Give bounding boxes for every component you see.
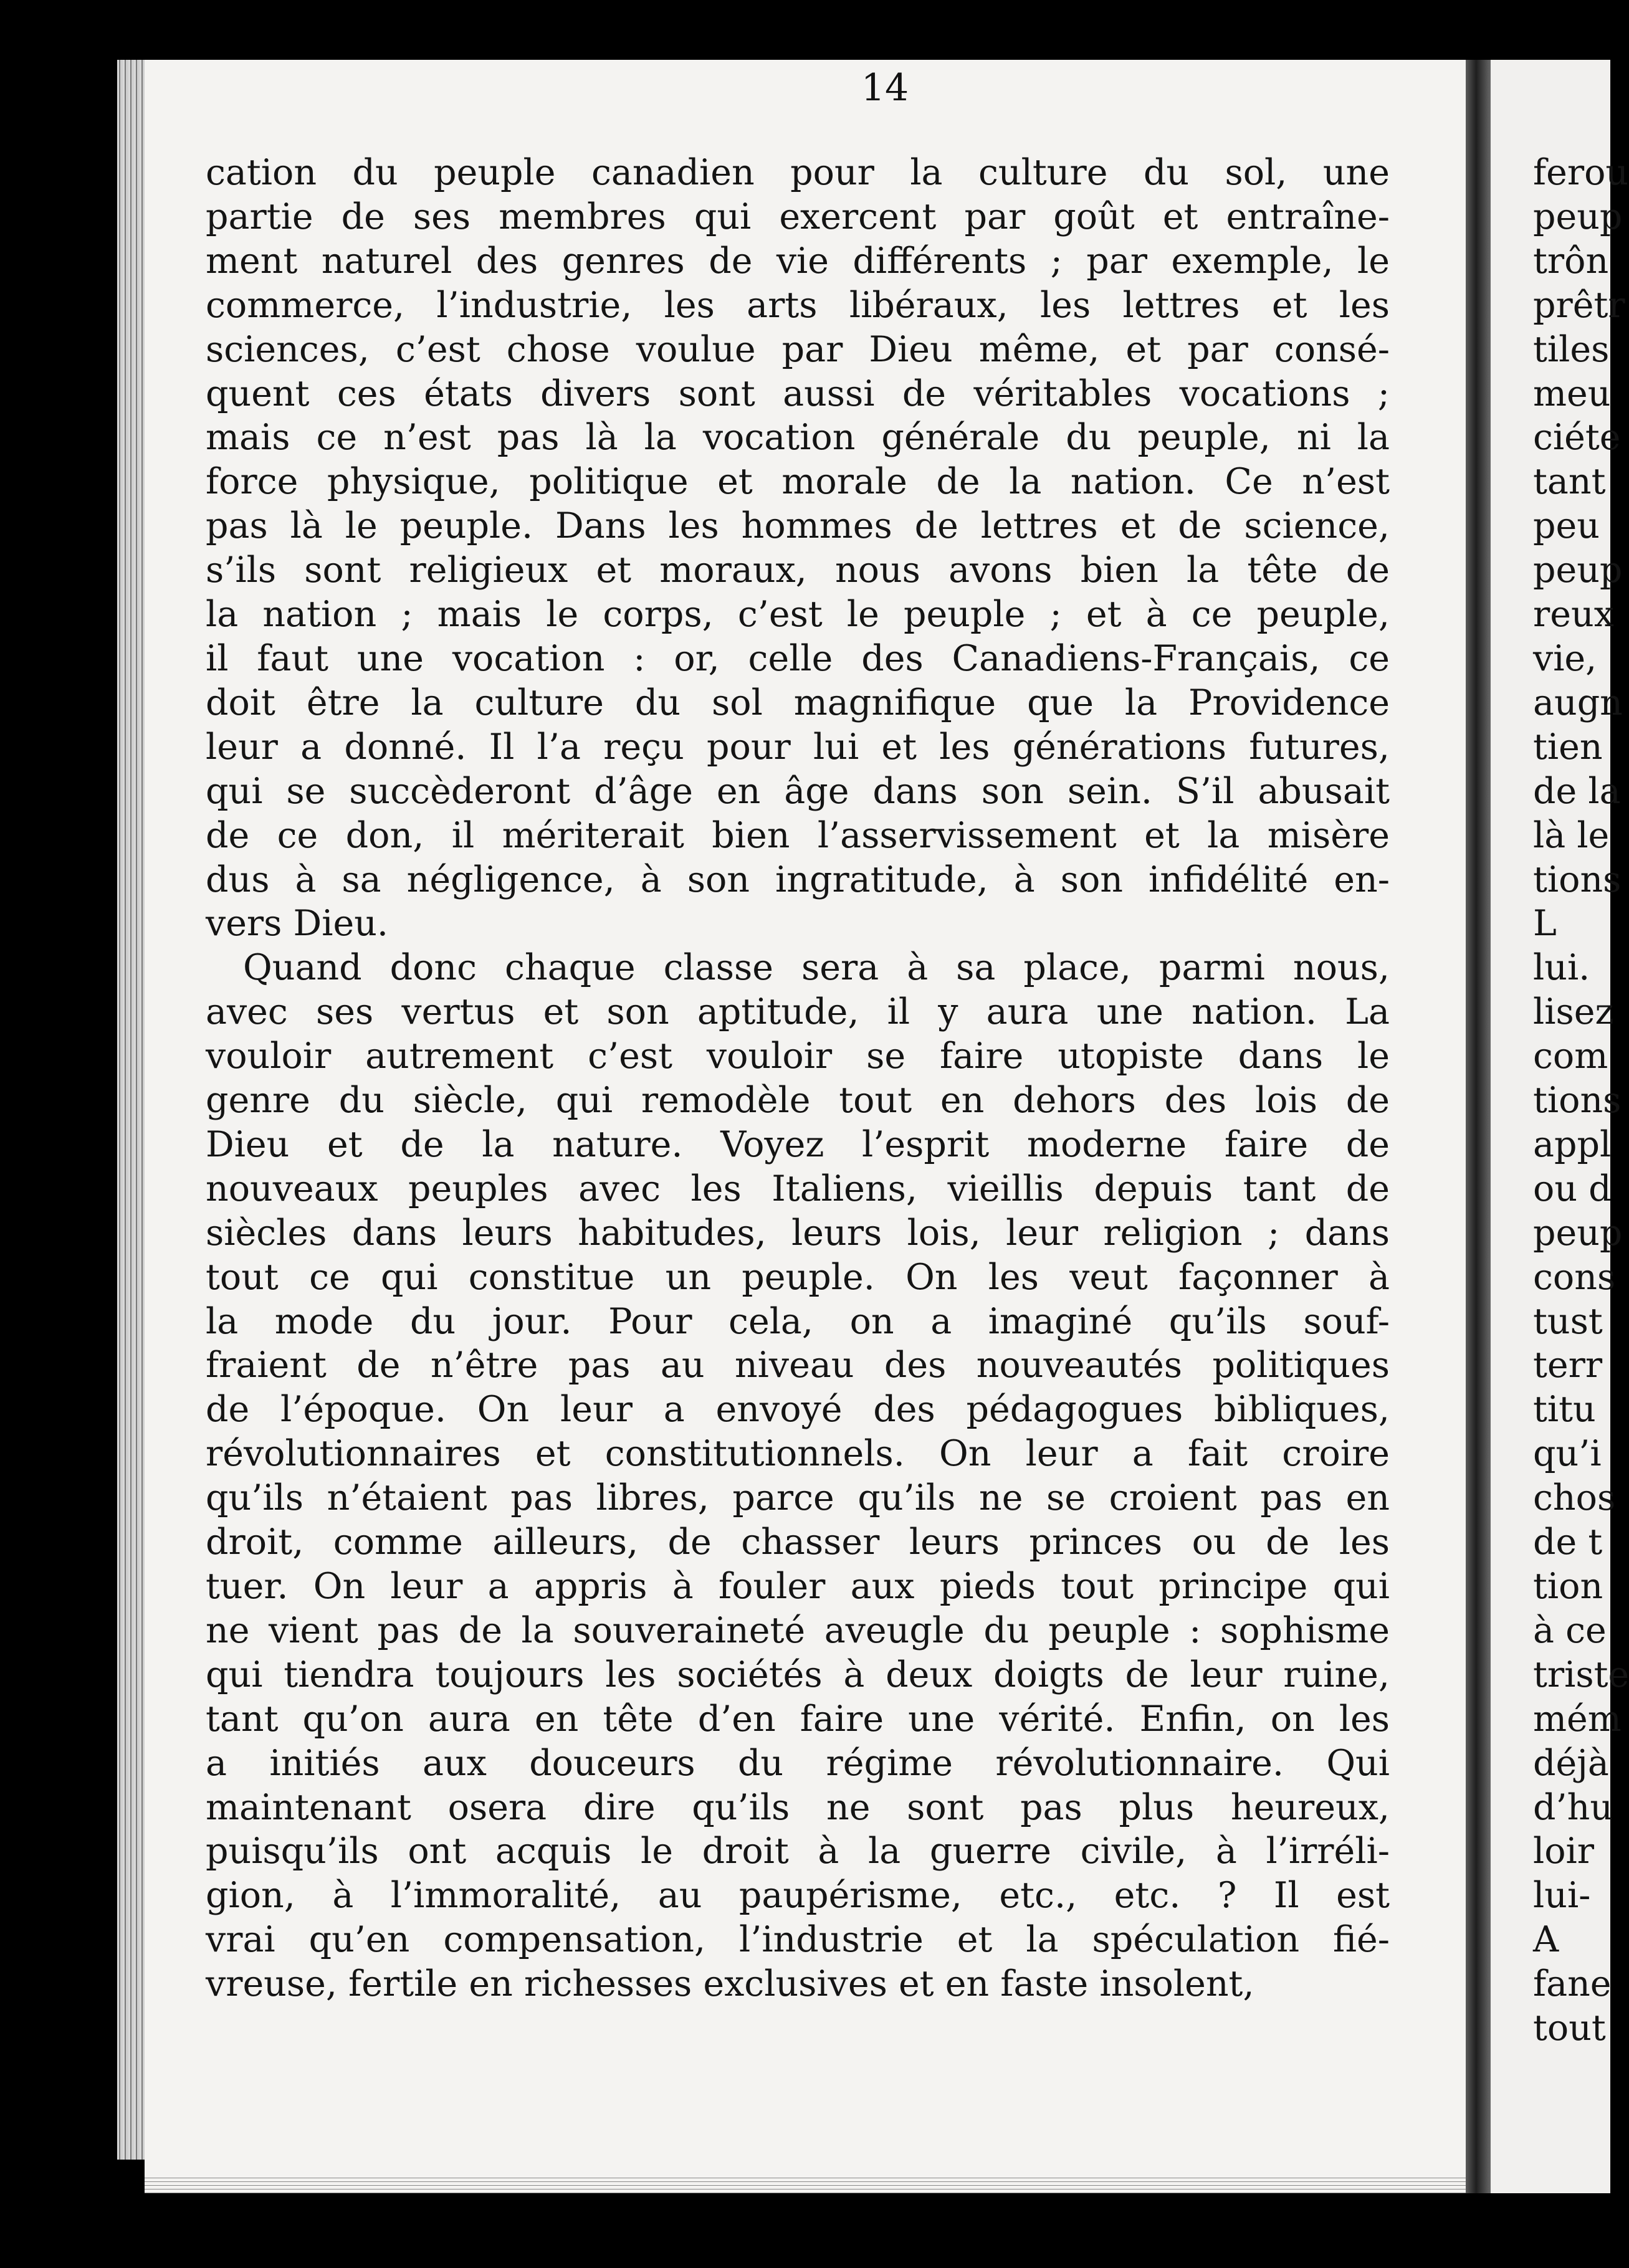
text-line: fraient de n’être pas au niveau des nouveautés politiques <box>206 1345 1390 1386</box>
right-page-line-fragment: d’hu <box>1533 1786 1613 1828</box>
paragraph <box>206 946 1390 2006</box>
right-page-line-fragment: ciéte <box>1533 417 1621 459</box>
text-line: mais ce n’est pas là la vocation générale du peuple, ni la <box>206 417 1390 459</box>
text-line: gion, à l’immoralité, au paupérisme, etc., etc. ? Il est <box>206 1875 1390 1917</box>
text-line: force physique, politique et morale de la nation. Ce n’est <box>206 461 1390 503</box>
text-line: Dieu et de la nature. Voyez l’esprit moderne faire de <box>206 1123 1390 1165</box>
right-page-line-fragment: reux <box>1533 594 1614 636</box>
right-page-line-fragment: prêtr <box>1533 284 1625 326</box>
text-line: puisqu’ils ont acquis le droit à la guerre civile, à l’irréli- <box>206 1831 1390 1872</box>
text-line: partie de ses membres qui exercent par goût et entraîne- <box>206 196 1390 237</box>
text-line: il faut une vocation : or, celle des Canadiens-Français, ce <box>206 637 1390 679</box>
text-line: siècles dans leurs habitudes, leurs lois, leur religion ; dans <box>206 1212 1390 1254</box>
book-gutter <box>1466 60 1492 2193</box>
text-line: vers Dieu. <box>206 903 389 945</box>
right-page-line-fragment: de la <box>1533 770 1621 812</box>
text-line: vouloir autrement c’est vouloir se faire utopiste dans le <box>206 1036 1390 1077</box>
right-page-line-fragment: vie, <box>1533 637 1597 679</box>
right-page-line-fragment: fane <box>1533 1963 1612 2005</box>
right-page-line-fragment: terr <box>1533 1345 1603 1386</box>
text-line: sciences, c’est chose voulue par Dieu même, et par consé- <box>206 328 1390 370</box>
right-page-line-fragment: qu’i <box>1533 1433 1602 1475</box>
text-line: tant qu’on aura en tête d’en faire une vérité. Enfin, on les <box>206 1698 1390 1740</box>
text-line: leur a donné. Il l’a reçu pour lui et les générations futures, <box>206 726 1390 768</box>
text-line: la mode du jour. Pour cela, on a imaginé qu’ils souf- <box>206 1300 1390 1342</box>
right-page-line-fragment: peu <box>1533 505 1600 547</box>
text-line: Quand donc chaque classe sera à sa place, parmi nous, <box>243 947 1390 989</box>
right-page-line-fragment: appl <box>1533 1123 1612 1165</box>
text-line: pas là le peuple. Dans les hommes de lettres et de science, <box>206 505 1390 547</box>
right-page-line-fragment: lisez <box>1533 991 1614 1033</box>
right-page-line-fragment: cons <box>1533 1256 1616 1298</box>
right-page-line-fragment: trôn <box>1533 240 1609 282</box>
text-line: ne vient pas de la souveraineté aveugle du peuple : sophisme <box>206 1609 1390 1651</box>
page-bottom-edges <box>145 2175 1476 2193</box>
right-page-line-fragment: peup <box>1533 550 1623 591</box>
right-page-line-fragment: lui- <box>1533 1875 1591 1917</box>
right-page-line-fragment: peup <box>1533 196 1623 237</box>
right-page-line-fragment: titu <box>1533 1389 1596 1431</box>
right-page-line-fragment: à ce <box>1533 1609 1607 1651</box>
page-number: 14 <box>861 66 909 110</box>
right-page-line-fragment: tien <box>1533 726 1603 768</box>
paragraph <box>206 151 1390 946</box>
text-line: droit, comme ailleurs, de chasser leurs princes ou de les <box>206 1522 1390 1563</box>
right-page-line-fragment: A <box>1533 1919 1559 1961</box>
right-page-text-fragments <box>1533 151 1629 2051</box>
text-line: la nation ; mais le corps, c’est le peuple ; et à ce peuple, <box>206 594 1390 636</box>
text-line: tout ce qui constitue un peuple. On les veut façonner à <box>206 1256 1390 1298</box>
text-line: révolutionnaires et constitutionnels. On leur a fait croire <box>206 1433 1390 1475</box>
text-line: vreuse, fertile en richesses exclusives et en faste insolent, <box>206 1963 1254 2005</box>
right-page-line-fragment: L <box>1533 903 1557 945</box>
text-line: qui se succèderont d’âge en âge dans son sein. S’il abusait <box>206 770 1390 812</box>
right-page-line-fragment: là le <box>1533 814 1610 856</box>
right-page-line-fragment: chos <box>1533 1477 1616 1519</box>
right-page-line-fragment: tout <box>1533 2008 1606 2049</box>
text-line: tuer. On leur a appris à fouler aux pieds tout principe qui <box>206 1566 1390 1607</box>
right-page-line-fragment: ferou <box>1533 152 1629 193</box>
text-line: commerce, l’industrie, les arts libéraux, les lettres et les <box>206 284 1390 326</box>
text-line: nouveaux peuples avec les Italiens, vieillis depuis tant de <box>206 1168 1390 1209</box>
right-page-line-fragment: meu <box>1533 373 1611 414</box>
right-page-line-fragment: tion <box>1533 1566 1603 1607</box>
text-line: qui tiendra toujours les sociétés à deux doigts de leur ruine, <box>206 1654 1390 1695</box>
text-line: ment naturel des genres de vie différents ; par exemple, le <box>206 240 1390 282</box>
right-page-line-fragment: de t <box>1533 1522 1603 1563</box>
text-line: de ce don, il mériterait bien l’asservissement et la misère <box>206 814 1390 856</box>
text-line: genre du siècle, qui remodèle tout en dehors des lois de <box>206 1080 1390 1122</box>
right-page-line-fragment: peup <box>1533 1212 1623 1254</box>
text-line: cation du peuple canadien pour la culture du sol, une <box>206 152 1390 193</box>
right-page-line-fragment: augn <box>1533 682 1623 723</box>
right-page-line-fragment: tions <box>1533 1080 1622 1122</box>
text-line: s’ils sont religieux et moraux, nous avons bien la tête de <box>206 550 1390 591</box>
text-line: avec ses vertus et son aptitude, il y aura une nation. La <box>206 991 1390 1033</box>
body-text <box>206 151 1390 2006</box>
text-line: doit être la culture du sol magnifique que la Providence <box>206 682 1390 723</box>
right-page-line-fragment: mém <box>1533 1698 1622 1740</box>
text-line: dus à sa négligence, à son ingratitude, à son infidélité en- <box>206 859 1390 900</box>
text-line: a initiés aux douceurs du régime révolutionnaire. Qui <box>206 1742 1390 1784</box>
right-page-line-fragment: tant <box>1533 461 1606 503</box>
right-page-line-fragment: tions <box>1533 859 1622 900</box>
right-page-line-fragment: déjà <box>1533 1742 1609 1784</box>
text-line: maintenant osera dire qu’ils ne sont pas plus heureux, <box>206 1786 1390 1828</box>
right-page-line-fragment: tust <box>1533 1300 1603 1342</box>
right-page-line-fragment: tiles <box>1533 328 1610 370</box>
text-line: qu’ils n’étaient pas libres, parce qu’ils ne se croient pas en <box>206 1477 1390 1519</box>
right-page-line-fragment: triste <box>1533 1654 1629 1695</box>
right-page-line-fragment: loir <box>1533 1831 1595 1872</box>
text-line: de l’époque. On leur a envoyé des pédagogues bibliques, <box>206 1389 1390 1431</box>
right-page-line-fragment: com <box>1533 1036 1608 1077</box>
text-line: vrai qu’en compensation, l’industrie et la spéculation fié- <box>206 1919 1390 1961</box>
right-page-line-fragment: ou d <box>1533 1168 1612 1209</box>
text-line: quent ces états divers sont aussi de véritables vocations ; <box>206 373 1390 414</box>
right-page-line-fragment: lui. <box>1533 947 1590 989</box>
